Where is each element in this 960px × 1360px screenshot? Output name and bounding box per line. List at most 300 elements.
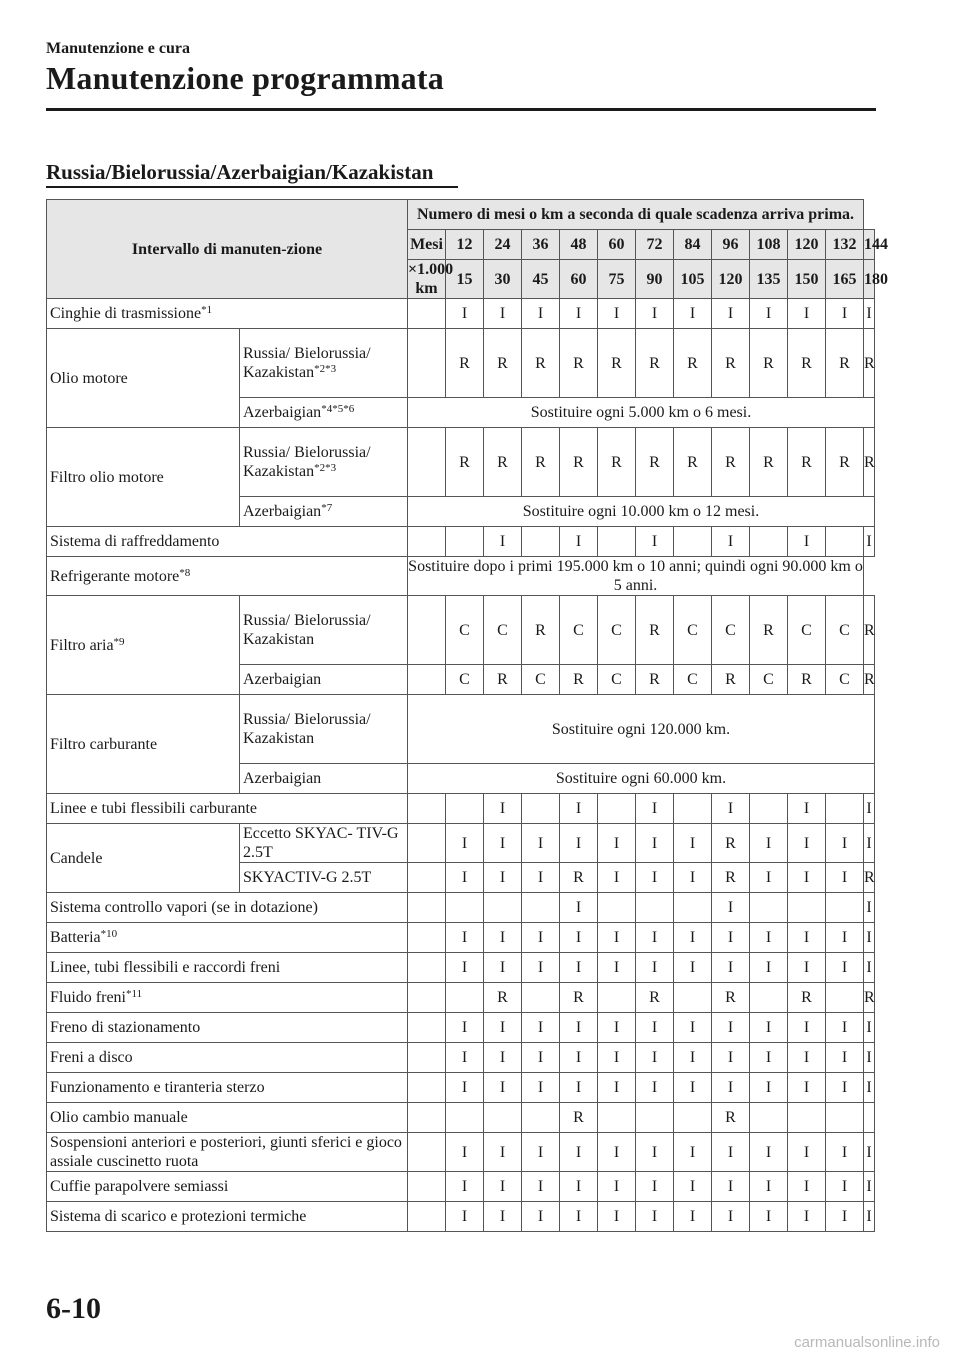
interval-value-text: I — [461, 1019, 468, 1036]
km-label-text: ×1.000 km — [408, 261, 454, 297]
interval-value — [826, 527, 864, 557]
interval-value — [750, 1172, 788, 1202]
interval-value — [560, 428, 598, 497]
interval-value-text: I — [499, 959, 506, 976]
interval-value-text: I — [765, 305, 772, 322]
interval-value-text: I — [803, 1143, 810, 1161]
interval-value — [788, 299, 826, 329]
interval-value — [712, 329, 750, 398]
interval-value — [522, 1172, 560, 1202]
interval-value — [750, 1013, 788, 1043]
interval-value-text: I — [866, 1019, 872, 1036]
interval-value — [750, 953, 788, 983]
interval-value-text: C — [801, 621, 812, 639]
interval-value — [446, 1103, 484, 1133]
value-spacer — [408, 1202, 446, 1232]
interval-value-text: I — [575, 1208, 582, 1225]
interval-text-text: Sostituire ogni 60.000 km. — [555, 770, 727, 787]
footnote-ref: *9 — [113, 635, 125, 648]
item-name-text: Sospensioni anteriori e posteriori, giunti sferici e gioco assiale cuscinetto ruota — [50, 1134, 402, 1170]
month-value-text: 48 — [570, 236, 587, 253]
interval-value-text: I — [689, 1049, 696, 1066]
interval-value-text: I — [765, 929, 772, 946]
km-value-text: 90 — [646, 270, 663, 288]
interval-value — [522, 1073, 560, 1103]
interval-value — [560, 596, 598, 665]
interval-value — [522, 527, 560, 557]
item-name-text: Funzionamento e tiranteria sterzo — [50, 1079, 265, 1096]
interval-value-text: I — [461, 1143, 468, 1161]
item-name — [47, 596, 240, 695]
interval-value — [750, 1103, 788, 1133]
interval-value-text: C — [763, 671, 774, 688]
interval-value — [788, 596, 826, 665]
item-name — [47, 824, 240, 893]
value-spacer — [408, 527, 446, 557]
interval-value — [598, 983, 636, 1013]
interval-value — [826, 1172, 864, 1202]
interval-value — [560, 1103, 598, 1133]
interval-value — [864, 299, 875, 329]
interval-value-text: I — [613, 929, 620, 946]
month-value-text: 132 — [832, 236, 857, 253]
interval-value — [636, 824, 674, 863]
interval-value — [636, 665, 674, 695]
interval-value — [826, 863, 864, 893]
watermark: carmanualsonline.info — [794, 1334, 940, 1351]
item-variant-text: Eccetto SKYAC- TIV-G 2.5T — [243, 825, 399, 861]
interval-value-text: R — [459, 453, 470, 471]
interval-value — [560, 794, 598, 824]
interval-value — [560, 863, 598, 893]
item-variant — [240, 596, 408, 665]
interval-value — [750, 863, 788, 893]
header-row — [47, 200, 875, 230]
table-row — [47, 428, 875, 497]
interval-value — [750, 527, 788, 557]
interval-value-text: R — [573, 671, 584, 688]
interval-value-text: I — [727, 959, 734, 976]
interval-value — [750, 824, 788, 863]
interval-value — [522, 923, 560, 953]
interval-value-text: I — [651, 800, 658, 817]
interval-value-text: C — [535, 671, 546, 688]
interval-value — [826, 329, 864, 398]
interval-value — [598, 1172, 636, 1202]
interval-value — [826, 1013, 864, 1043]
interval-value-text: R — [687, 354, 698, 372]
interval-value — [750, 329, 788, 398]
interval-value-text: I — [461, 1079, 468, 1096]
item-variant-text: Azerbaigian — [243, 770, 322, 787]
item-variant — [240, 665, 408, 695]
interval-value-text: I — [727, 1049, 734, 1066]
km-label — [408, 260, 454, 299]
page-title: Manutenzione programmata — [46, 60, 444, 96]
interval-value-text: C — [573, 621, 584, 639]
interval-value — [864, 1133, 875, 1172]
interval-value — [788, 329, 826, 398]
item-name — [47, 1202, 408, 1232]
interval-value-text: I — [613, 305, 620, 322]
region-heading-underline — [46, 186, 458, 188]
interval-value-text: I — [499, 1019, 506, 1036]
interval-value — [636, 1133, 674, 1172]
item-variant — [240, 863, 408, 893]
interval-value — [826, 893, 864, 923]
interval-value — [864, 1013, 875, 1043]
month-value — [712, 230, 750, 260]
interval-value-text: R — [573, 989, 584, 1006]
table-row — [47, 1043, 875, 1073]
item-variant-text: Russia/ Bielorussia/ Kazakistan — [243, 444, 371, 480]
interval-value-text: I — [689, 305, 696, 322]
interval-value — [446, 863, 484, 893]
interval-value — [712, 983, 750, 1013]
interval-value-text: I — [803, 533, 810, 550]
item-name-text: Filtro aria — [50, 636, 114, 654]
item-name-text: Sistema di raffreddamento — [50, 533, 220, 550]
interval-value-text: I — [461, 929, 468, 946]
interval-value — [826, 299, 864, 329]
interval-value — [636, 923, 674, 953]
interval-value-text: I — [651, 1178, 658, 1195]
interval-value-text: I — [613, 869, 620, 886]
interval-value — [788, 1133, 826, 1172]
month-value — [674, 230, 712, 260]
interval-value — [712, 893, 750, 923]
interval-value-text: R — [649, 453, 660, 471]
interval-value — [446, 1202, 484, 1232]
km-value-text: 165 — [832, 270, 857, 288]
interval-value — [788, 863, 826, 893]
interval-value-text: R — [763, 354, 774, 372]
interval-value — [788, 1013, 826, 1043]
interval-value-text: R — [649, 354, 660, 372]
interval-value — [484, 1013, 522, 1043]
month-value-text: 84 — [684, 236, 701, 253]
interval-value — [446, 983, 484, 1013]
interval-value-text: I — [727, 1019, 734, 1036]
km-value-text: 135 — [756, 270, 781, 288]
interval-value-text: I — [803, 1019, 810, 1036]
interval-value — [636, 1103, 674, 1133]
interval-value-text: I — [499, 305, 506, 322]
table-row — [47, 1172, 875, 1202]
interval-value — [636, 596, 674, 665]
interval-value — [446, 428, 484, 497]
interval-value — [446, 527, 484, 557]
month-value — [788, 230, 826, 260]
table-row — [47, 983, 875, 1013]
interval-value-text: I — [765, 1079, 772, 1096]
interval-value-text: I — [613, 834, 620, 852]
item-variant — [240, 824, 408, 863]
interval-value-text: C — [839, 671, 850, 688]
item-name — [47, 329, 240, 428]
interval-value — [522, 794, 560, 824]
interval-value-text: R — [497, 453, 508, 471]
interval-value — [598, 953, 636, 983]
interval-value-text: R — [725, 1109, 736, 1126]
interval-value — [826, 665, 864, 695]
interval-value-text: I — [537, 959, 544, 976]
interval-value — [560, 299, 598, 329]
interval-value — [712, 1172, 750, 1202]
month-value-text: 120 — [794, 236, 819, 253]
interval-value — [560, 665, 598, 695]
interval-value-text: I — [537, 1049, 544, 1066]
interval-value-text: I — [651, 1208, 658, 1225]
item-name-text: Freno di stazionamento — [50, 1019, 201, 1036]
interval-value — [446, 1013, 484, 1043]
interval-value-text: I — [613, 1143, 620, 1161]
interval-value — [826, 1103, 864, 1133]
interval-value — [864, 923, 875, 953]
interval-value — [712, 527, 750, 557]
interval-value-text: I — [575, 1049, 582, 1066]
interval-value — [446, 923, 484, 953]
months-label — [408, 230, 446, 260]
interval-value-text: I — [727, 1208, 734, 1225]
interval-value — [864, 1172, 875, 1202]
interval-value — [788, 428, 826, 497]
interval-value — [826, 794, 864, 824]
interval-value-text: I — [537, 1019, 544, 1036]
interval-value-text: I — [613, 1019, 620, 1036]
value-spacer — [408, 893, 446, 923]
interval-value — [712, 1133, 750, 1172]
interval-value — [788, 824, 826, 863]
interval-value-text: I — [575, 1079, 582, 1096]
interval-header — [47, 200, 408, 299]
interval-value — [674, 527, 712, 557]
interval-value-text: I — [575, 929, 582, 946]
table-row — [47, 824, 875, 863]
interval-value-text: I — [689, 1143, 696, 1161]
interval-value — [446, 299, 484, 329]
interval-value-text: I — [651, 305, 658, 322]
interval-value — [560, 923, 598, 953]
km-value-text: 120 — [718, 270, 743, 288]
interval-value — [446, 1133, 484, 1172]
item-variant-text: Azerbaigian — [243, 503, 322, 520]
value-spacer — [408, 596, 446, 665]
interval-text — [408, 695, 875, 764]
interval-value-text: I — [727, 1143, 734, 1161]
km-value — [636, 260, 674, 299]
interval-value — [826, 1133, 864, 1172]
interval-value — [674, 1103, 712, 1133]
footnote-ref: *4*5*6 — [321, 403, 355, 415]
interval-value — [446, 596, 484, 665]
interval-value — [484, 794, 522, 824]
interval-value — [484, 1172, 522, 1202]
interval-value-text: I — [499, 1143, 506, 1161]
interval-value — [750, 428, 788, 497]
interval-value-text: R — [864, 453, 875, 471]
month-value — [446, 230, 484, 260]
km-value — [560, 260, 598, 299]
interval-value — [598, 1133, 636, 1172]
months-or-km-header-text: Numero di mesi o km a seconda di quale scadenza arriva prima. — [417, 206, 855, 223]
interval-value-text: I — [461, 1049, 468, 1066]
interval-value — [598, 1103, 636, 1133]
interval-value — [484, 299, 522, 329]
interval-value-text: I — [537, 834, 544, 852]
interval-value — [598, 1073, 636, 1103]
month-value — [522, 230, 560, 260]
interval-value — [826, 923, 864, 953]
interval-value — [522, 893, 560, 923]
interval-value — [446, 665, 484, 695]
item-name-text: Candele — [50, 849, 103, 867]
interval-value — [598, 329, 636, 398]
interval-value — [560, 1013, 598, 1043]
interval-value — [674, 1013, 712, 1043]
interval-value-text: R — [611, 453, 622, 471]
interval-value — [484, 953, 522, 983]
interval-value — [446, 893, 484, 923]
interval-value — [826, 824, 864, 863]
km-value — [750, 260, 788, 299]
interval-value-text: R — [864, 621, 875, 639]
interval-value-text: I — [803, 305, 810, 322]
interval-value — [712, 953, 750, 983]
table-row — [47, 1073, 875, 1103]
interval-value — [446, 1172, 484, 1202]
interval-value-text: I — [841, 1143, 848, 1161]
interval-value-text: I — [651, 533, 658, 550]
interval-value — [674, 983, 712, 1013]
interval-value — [636, 527, 674, 557]
interval-value-text: I — [461, 1208, 468, 1225]
interval-value-text: I — [866, 1178, 872, 1195]
table-row — [47, 893, 875, 923]
interval-text — [408, 557, 864, 596]
interval-value — [560, 824, 598, 863]
interval-value-text: I — [841, 305, 848, 322]
km-value-text: 150 — [794, 270, 819, 288]
interval-value — [788, 1073, 826, 1103]
interval-value — [674, 428, 712, 497]
km-value — [826, 260, 864, 299]
interval-value-text: I — [461, 305, 468, 322]
interval-value-text: R — [725, 453, 736, 471]
interval-value — [864, 1073, 875, 1103]
interval-value — [864, 824, 875, 863]
km-value-text: 15 — [456, 270, 473, 288]
interval-value-text: I — [689, 834, 696, 852]
interval-value-text: R — [725, 869, 736, 886]
item-name-text: Batteria — [50, 929, 101, 946]
interval-value — [446, 953, 484, 983]
interval-value-text: I — [765, 1049, 772, 1066]
interval-value-text: I — [689, 1019, 696, 1036]
interval-value — [788, 1172, 826, 1202]
km-value-text: 105 — [680, 270, 705, 288]
interval-value-text: I — [537, 869, 544, 886]
interval-value-text: R — [725, 989, 736, 1006]
value-spacer — [408, 1043, 446, 1073]
interval-value — [636, 1043, 674, 1073]
interval-value — [750, 665, 788, 695]
interval-value-text: I — [841, 1208, 848, 1225]
interval-value — [598, 1043, 636, 1073]
interval-value-text: I — [537, 1178, 544, 1195]
interval-value-text: I — [499, 834, 506, 852]
km-value-text: 45 — [532, 270, 549, 288]
item-name-text: Olio cambio manuale — [50, 1109, 188, 1126]
interval-value-text: R — [573, 354, 584, 372]
interval-value-text: R — [801, 453, 812, 471]
interval-value — [636, 863, 674, 893]
interval-value-text: I — [499, 929, 506, 946]
table-row — [47, 299, 875, 329]
interval-text-text: Sostituire dopo i primi 195.000 km o 10 anni; quindi ogni 90.000 km o 5 anni. — [408, 558, 863, 594]
item-name-text: Filtro olio motore — [50, 468, 164, 486]
interval-value-text: R — [573, 1109, 584, 1126]
interval-value-text: R — [839, 453, 850, 471]
interval-value — [712, 596, 750, 665]
interval-value-text: I — [866, 533, 872, 550]
interval-value-text: R — [725, 671, 736, 688]
interval-value-text: I — [613, 1208, 620, 1225]
interval-value — [826, 983, 864, 1013]
interval-value — [864, 1103, 875, 1133]
interval-value-text: I — [866, 1049, 872, 1066]
interval-value-text: R — [725, 354, 736, 372]
interval-value — [522, 329, 560, 398]
interval-value — [560, 1172, 598, 1202]
interval-value-text: C — [687, 671, 698, 688]
interval-value — [598, 794, 636, 824]
interval-value-text: R — [763, 453, 774, 471]
interval-value-text: R — [725, 834, 736, 852]
interval-value-text: I — [499, 800, 506, 817]
item-variant-text: Azerbaigian — [243, 671, 322, 688]
interval-value — [750, 983, 788, 1013]
interval-value-text: I — [461, 834, 468, 852]
item-variant-text: Azerbaigian — [243, 404, 322, 421]
item-name-text: Sistema controllo vapori (se in dotazione) — [50, 899, 318, 916]
interval-value — [560, 953, 598, 983]
interval-value-text: I — [803, 929, 810, 946]
interval-value-text: I — [575, 959, 582, 976]
table-row — [47, 1133, 875, 1172]
interval-value-text: R — [573, 869, 584, 886]
interval-value-text: I — [803, 834, 810, 852]
interval-value — [484, 824, 522, 863]
interval-value-text: R — [649, 621, 660, 639]
interval-value — [446, 1043, 484, 1073]
item-name — [47, 1103, 408, 1133]
item-name-text: Freni a disco — [50, 1049, 133, 1066]
item-name — [47, 299, 408, 329]
interval-value — [864, 428, 875, 497]
interval-value-text: I — [575, 899, 582, 916]
value-spacer — [408, 794, 446, 824]
value-spacer — [408, 923, 446, 953]
km-value — [484, 260, 522, 299]
interval-value — [636, 1013, 674, 1043]
interval-value — [636, 983, 674, 1013]
interval-value-text: I — [841, 929, 848, 946]
months-label-text: Mesi — [410, 236, 443, 253]
item-name — [47, 1073, 408, 1103]
interval-value-text: R — [864, 989, 875, 1006]
item-variant-text: Russia/ Bielorussia/ Kazakistan — [243, 612, 371, 648]
